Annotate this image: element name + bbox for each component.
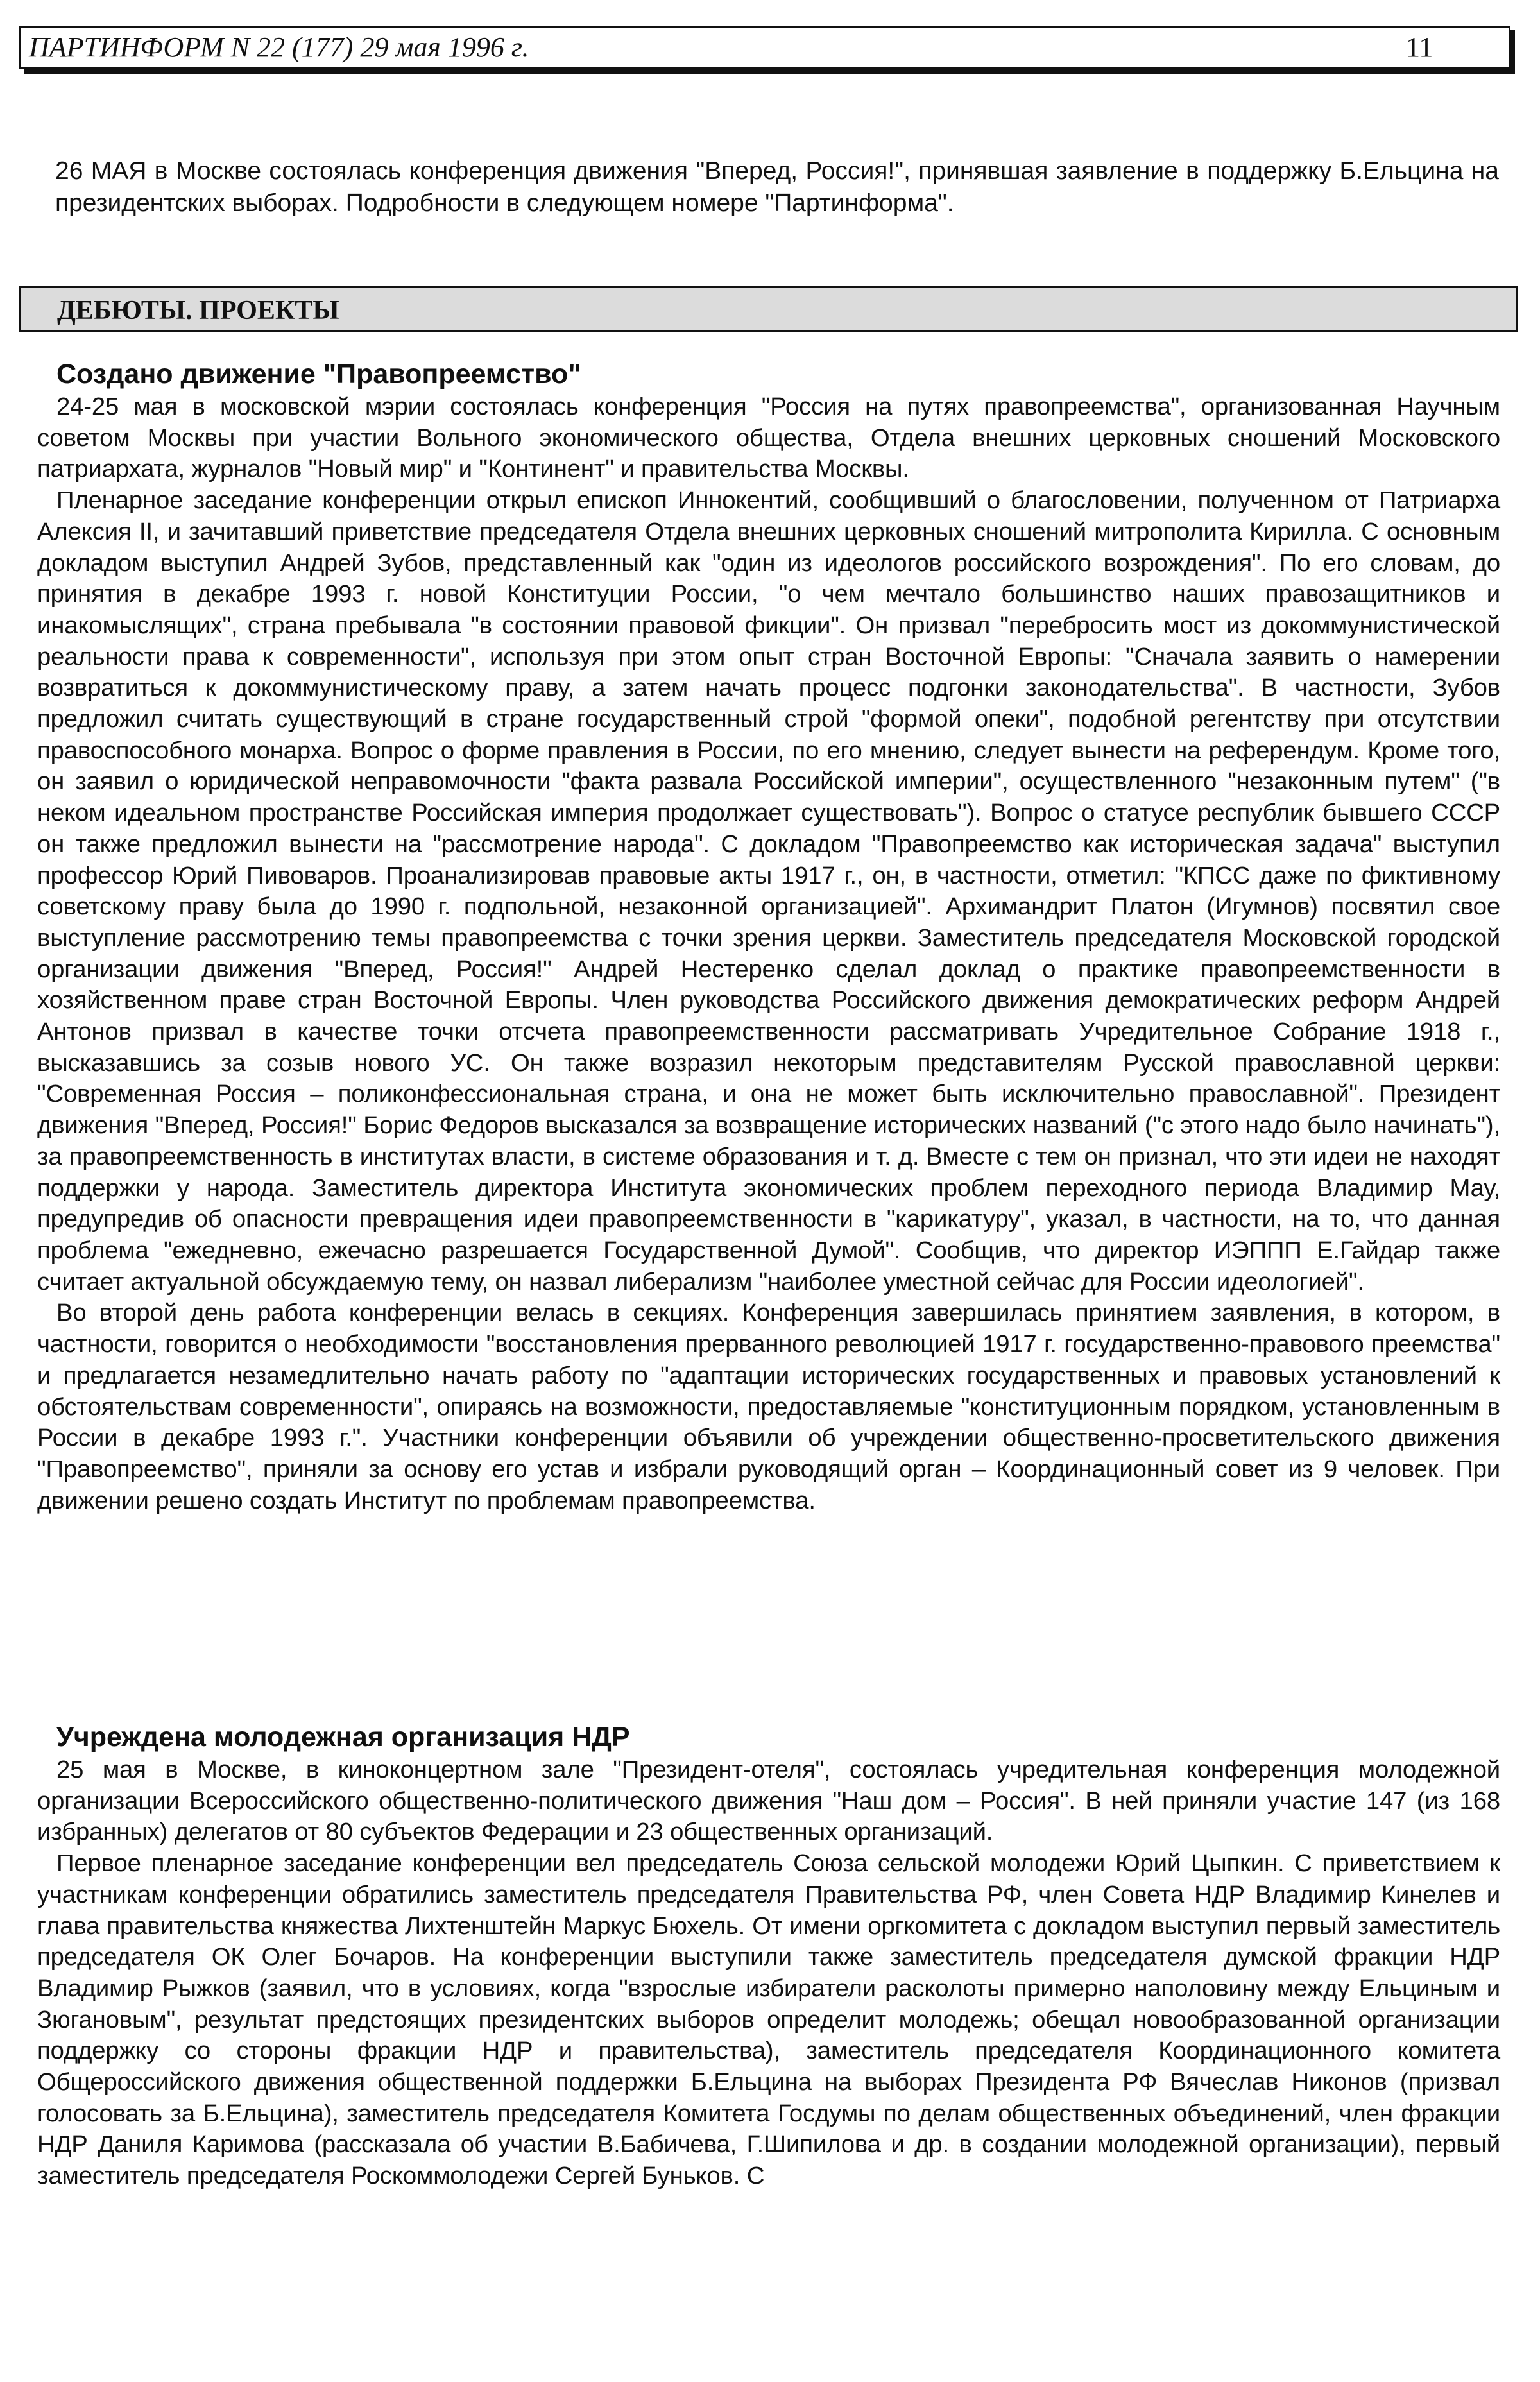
article-pravopreemstvo [37,357,1500,1516]
article-title: Создано движение "Правопреемство" [56,359,581,390]
article-paragraph: Во второй день работа конференции велась в секциях. Конференция завершилась принятием заявления, в котором, в частности, говорится о необходимости "восстановления прерванного революцией 1917 г. государственно-правового преемства" и предлагается незамедлительно начать работу по "адаптации исторических государственных и правовых установлений к обстоятельствам современности", опираясь на возможности, предоставляемые "конституционным порядком, установленным в России в декабре 1993 г.". Участники конференции объявили об учреждении общественно-просветительского движения "Правопреемство", приняли за основу его устав и избрали руководящий орган – Координационный совет из 9 человек. При движении решено создать Институт по проблемам правопреемства. [37,1299,1500,1514]
article-ndr-youth [37,1720,1500,2192]
announcement-text: 26 МАЯ в Москве состоялась конференция движения "Вперед, Россия!", принявшая заявление в поддержку Б.Ельцина на президентских выборах. Подробности в следующем номере "Партинформа". [55,157,1499,217]
article-paragraph: Первое пленарное заседание конференции вел председатель Союза сельской молодежи Юрий Цыпкин. С приветствием к участникам конференции обратились заместитель председателя Правительства РФ, член Совета НДР Владимир Кинелев и глава правительства княжества Лихтенштейн Маркус Бюхель. От имени оргкомитета с докладом выступил первый заместитель председателя ОК Олег Бочаров. На конференции выступили также заместитель председателя думской фракции НДР Владимир Рыжков (заявил, что в условиях, когда "взрослые избиратели расколоты примерно наполовину между Ельциным и Зюгановым", результат предстоящих президентских выборов определит молодежь; обещал новообразованной организации поддержку со стороны фракции НДР и правительства), заместитель председателя Координационного комитета Общероссийского движения общественной поддержки Б.Ельцина на выборах Президента РФ Вячеслав Никонов (призвал голосовать за Б.Ельцина), заместитель председателя Комитета Госдумы по делам общественных объединений, член фракции НДР Даниля Каримова (рассказала об участии В.Бабичева, Г.Шипилова и др. в создании молодежной организации), первый заместитель председателя Роскоммолодежи Сергей Буньков. С [37,1849,1500,2190]
article-paragraph: 25 мая в Москве, в киноконцертном зале "Президент-отеля", состоялась учредительная конференция молодежной организации Всероссийского общественно-политического движения "Наш дом – Россия". В ней приняли участие 147 (из 168 избранных) делегатов от 80 субъектов Федерации и 23 общественных организаций. [37,1756,1500,1846]
section-title: ДЕБЮТЫ. ПРОЕКТЫ [57,296,339,325]
publication-title: ПАРТИНФОРМ N 22 (177) 29 мая 1996 г. [29,31,529,63]
article-paragraph: Пленарное заседание конференции открыл епископ Иннокентий, сообщивший о благословении, полученном от Патриарха Алексия II, и зачитавший приветствие председателя Отдела внешних церковных сношений митрополита Кирилла. С основным докладом выступил Андрей Зубов, представленный как "один из идеологов российского возрождения". По его словам, до принятия в декабре 1993 г. новой Конституции России, "о чем мечтало большинство наших правозащитников и инакомыслящих", страна пребывала "в состоянии правовой фикции". Он призвал "перебросить мост из докоммунистической реальности права к современности", используя при этом опыт стран Восточной Европы: "Сначала заявить о намерении возвратиться к докоммунистическому праву, а затем начать процесс подгонки законодательства". В частности, Зубов предложил считать существующий в стране государственный строй "формой опеки", подобной регентству при отсутствии правоспособного монарха. Вопрос о форме правления в России, по его мнению, следует вынести на референдум. Кроме того, он заявил о юридической неправомочности "факта развала Российской империи", осуществленного "незаконным путем" ("в неком идеальном пространстве Российская империя продолжает существовать"). Вопрос о статусе республик бывшего СССР он также предложил вынести на "рассмотрение народа". С докладом "Правопреемство как историческая задача" выступил профессор Юрий Пивоваров. Проанализировав правовые акты 1917 г., он, в частности, отметил: "КПСС даже по фиктивному советскому праву была до 1990 г. подпольной, незаконной организацией". Архимандрит Платон (Игумнов) посвятил свое выступление рассмотрению темы правопреемства с точки зрения церкви. Заместитель председателя Московской городской организации движения "Вперед, Россия!" Андрей Нестеренко сделал доклад о практике правопреемственности в хозяйственном праве стран Восточной Европы. Член руководства Российского движения демократических реформ Андрей Антонов призвал в качестве точки отсчета правопреемственности рассматривать Учредительное Собрание 1918 г., высказавшись за созыв нового УС. Он также возразил некоторым представителям Русской православной церкви: "Современная Россия – поликонфессиональная страна, и она не может быть исключительно православной". Президент движения "Вперед, Россия!" Борис Федоров высказался за возвращение исторических названий ("с этого надо было начинать"), за правопреемственность в институтах власти, в системе образования и т. д. Вместе с тем он признал, что эти идеи не находят поддержки у народа. Заместитель директора Института экономических проблем переходного периода Владимир Мау, предупредив об опасности превращения идеи правопреемственности в "карикатуру", указал, в частности, на то, что данная проблема "ежедневно, ежечасно разрешается Государственной Думой". Сообщив, что директор ИЭППП Е.Гайдар также считает актуальной обсуждаемую тему, он назвал либерализм "наиболее уместной сейчас для России идеологией". [37,486,1500,1296]
article-title: Учреждена молодежная организация НДР [56,1722,630,1752]
section-heading [19,286,1518,332]
article-paragraph: 24-25 мая в московской мэрии состоялась конференция "Россия на путях правопреемства", организованная Научным советом Москвы при участии Вольного экономического общества, Отдела внешних церковных сношений Московского патриархата, журналов "Новый мир" и "Континент" и правительства Москвы. [37,393,1500,483]
running-header [19,26,1510,69]
page-number: 11 [1406,31,1433,63]
